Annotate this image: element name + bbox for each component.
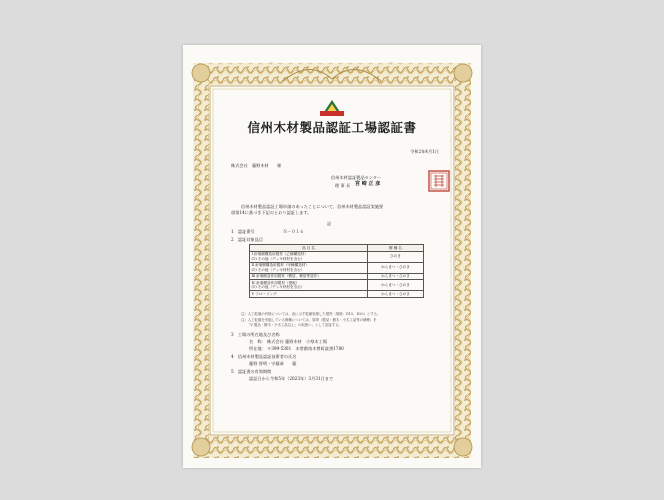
recipient: 株式会社 藤野木材 様 [231, 163, 282, 168]
row-species: からまつ・ひのき [368, 280, 424, 291]
section-4-value: 藤野 智明・守藤恭 藤 [249, 361, 297, 366]
intro-line-2: 項第14に基づき下記のとおり認証します。 [231, 210, 312, 215]
issue-date: 令和2年4月1日 [410, 149, 439, 154]
section-3-name-label: 名 称： [249, 339, 266, 344]
section-4-label: 4 信州木材製品認証技術者の氏名 [231, 354, 297, 359]
table-row [250, 262, 424, 273]
row-item-line1: Ⅱ 針葉樹構造用製材（甲種構造材） [251, 263, 309, 268]
table-header-row [250, 245, 424, 252]
shinshu-wood-logo [318, 99, 346, 117]
section-5-label: 5 認証書の有効期間 [231, 369, 272, 374]
section-3-name: 株式会社 藤野木材 小県木工場 [267, 339, 327, 344]
section-1-value: Ｎ－０１６ [283, 229, 304, 234]
issuer-role: 理 事 長 [335, 183, 351, 188]
table-row [250, 280, 424, 291]
section-5-value: 認証日から令和5年（2023年）3月31日まで [249, 376, 334, 381]
table-row [250, 273, 424, 280]
section-3-label: 3 工場の所在地及び名称 [231, 332, 280, 337]
table-row [250, 251, 424, 262]
note-2: 注）人工乾燥を実施している樹種については、原則（製品・樹木・小木工品等の燻煙）を [241, 318, 377, 322]
row-item-line2: (1) その他（デッキ材材を含む） [251, 256, 305, 261]
row-item-line1: Ⅰ 針葉樹構造用製材（乙種構造材） [251, 252, 308, 257]
row-item-line1: Ⅳ 針葉樹造作用製材（壁板） [251, 280, 300, 285]
row-species: からまつ・ひのき [368, 262, 424, 273]
certificate-paper [183, 45, 481, 468]
row-species: からまつ・ひのき [368, 273, 424, 280]
issuer-name: 宮 崎 正 彦 [355, 181, 381, 187]
certificate-title: 信州木材製品認証工場認証書 [247, 120, 417, 135]
row-species: ひのき [368, 251, 424, 262]
row-item-line2: (1) その他（デッキ材材を含む） [251, 285, 305, 290]
section-1-label: 1 認証番号 [231, 229, 255, 234]
section-3-address-label: 所在地： [249, 346, 266, 351]
row-item-line1: Ⅲ 針葉樹造作用製材（敷居、鴨居等造作） [251, 274, 321, 279]
section-2-label: 2 認証対象品目 [231, 237, 263, 242]
intro-line-1: 信州木材製品認証工場申請のあったことについて、信州木材製品認証実施要 [241, 204, 384, 209]
row-item-line1: Ⅴ フローリング [251, 291, 277, 296]
section-3-address: 〒399-5301 木曽郡南木曽町読書1780 [267, 346, 344, 351]
row-species: からまつ・ひのき [368, 291, 424, 298]
issuer-org: 信州木材認証製品センター [331, 175, 382, 180]
table-head-item: 品 目 名 [250, 245, 368, 252]
table-row [250, 291, 424, 298]
note-3: 「V 製品・樹木・小木工品以上」の取扱い」として認証する。 [247, 323, 343, 327]
row-item-line2: (1) その他（デッキ材材を含む） [251, 267, 305, 272]
ki-heading: 記 [327, 221, 332, 226]
table-head-species: 樹 種 名 [368, 245, 424, 252]
official-seal-icon [428, 170, 450, 192]
items-table [249, 244, 424, 298]
note-1: 注）人工乾燥の有無については、表に示す乾燥処理した製材（規格：D15、D20）とする。 [241, 312, 381, 316]
